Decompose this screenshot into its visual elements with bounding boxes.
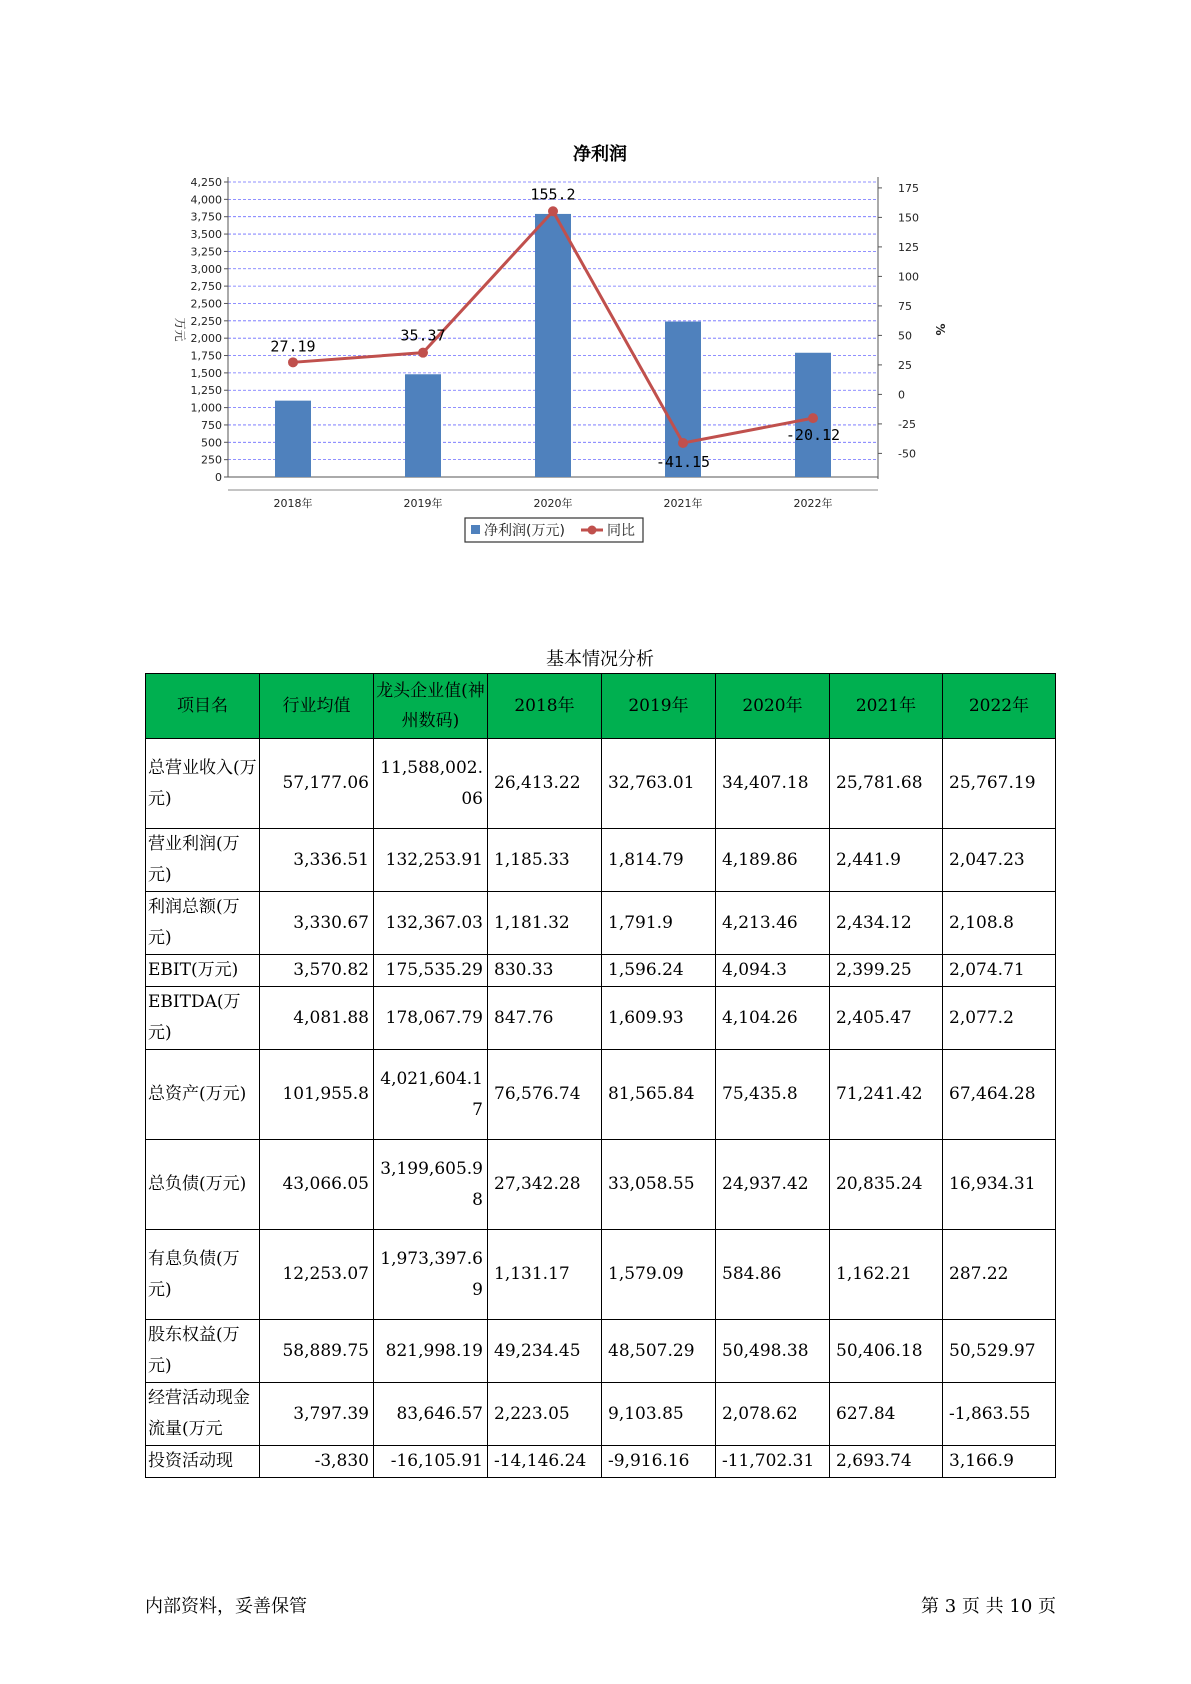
y-tick-label: 1,500 [190,366,222,380]
value-cell: 50,498.38 [716,1320,830,1383]
value-cell: 4,213.46 [716,892,830,955]
value-cell: 3,570.82 [260,955,374,987]
y2-tick-label: 125 [898,240,919,254]
x-tick-label: 2020年 [533,497,573,510]
value-cell: 71,241.42 [830,1050,943,1140]
y-tick-label: 2,500 [190,297,222,311]
y-tick-label: 500 [201,436,222,450]
value-cell: -16,105.91 [374,1446,488,1478]
value-cell: 26,413.22 [488,739,602,829]
value-cell: 2,047.23 [943,829,1056,892]
y-tick-label: 3,250 [190,245,222,259]
value-cell: 132,253.91 [374,829,488,892]
value-cell: 57,177.06 [260,739,374,829]
value-cell: 1,579.09 [602,1230,716,1320]
value-cell: 11,588,002.06 [374,739,488,829]
value-cell: 2,077.2 [943,987,1056,1050]
value-cell: 25,767.19 [943,739,1056,829]
footer-confidential: 内部资料，妥善保管 [145,1596,307,1617]
value-cell: 1,791.9 [602,892,716,955]
y2-tick-label: 75 [898,299,912,313]
value-cell: 32,763.01 [602,739,716,829]
bar-2019年 [405,374,441,477]
value-cell: 2,399.25 [830,955,943,987]
value-cell: 1,596.24 [602,955,716,987]
y2-tick-label: 25 [898,358,912,372]
value-cell: 2,405.47 [830,987,943,1050]
value-cell: 1,181.32 [488,892,602,955]
value-cell: 2,074.71 [943,955,1056,987]
table-row [146,987,1056,1050]
table-row [146,1446,1056,1478]
table-caption: 基本情况分析 [546,649,654,670]
table-row [146,1140,1056,1230]
y-tick-label: 2,250 [190,314,222,328]
value-cell: -3,830 [260,1446,374,1478]
y2-axis-label: % [933,323,947,336]
yoy-point-2022年 [808,413,818,423]
y-tick-label: 750 [201,418,222,432]
value-cell: 25,781.68 [830,739,943,829]
legend-bar-swatch [471,525,480,534]
value-cell: 1,185.33 [488,829,602,892]
y-tick-label: 1,250 [190,384,222,398]
value-cell: 34,407.18 [716,739,830,829]
x-tick-label: 2018年 [273,497,313,510]
row-name-cell: 营业利润(万元) [146,829,260,892]
value-cell: 1,609.93 [602,987,716,1050]
value-cell: 132,367.03 [374,892,488,955]
value-cell: 178,067.79 [374,987,488,1050]
value-cell: 33,058.55 [602,1140,716,1230]
legend-line-marker [588,526,597,535]
row-name-cell: 经营活动现金流量(万元 [146,1383,260,1446]
y2-tick-label: -50 [898,447,916,461]
table-header-cell: 2019年 [602,674,716,739]
value-cell: 101,955.8 [260,1050,374,1140]
x-tick-label: 2022年 [793,497,833,510]
value-cell: 4,094.3 [716,955,830,987]
table-row [146,1050,1056,1140]
value-cell: 2,078.62 [716,1383,830,1446]
table-header-cell: 行业均值 [260,674,374,739]
data-label: 27.19 [270,337,316,356]
value-cell: 58,889.75 [260,1320,374,1383]
value-cell: 830.33 [488,955,602,987]
table-row [146,1230,1056,1320]
y-tick-label: 3,750 [190,210,222,224]
row-name-cell: EBIT(万元) [146,955,260,987]
row-name-cell: 股东权益(万元) [146,1320,260,1383]
y2-tick-label: 100 [898,270,919,284]
data-label: -41.15 [655,452,711,471]
net-profit-chart [150,130,1050,600]
table-header-cell: 项目名 [146,674,260,739]
y2-tick-label: 50 [898,329,912,343]
value-cell: 4,104.26 [716,987,830,1050]
table-row [146,1383,1056,1446]
y-tick-label: 1,000 [190,401,222,415]
y-tick-label: 4,250 [190,176,222,189]
value-cell: 3,797.39 [260,1383,374,1446]
value-cell: -11,702.31 [716,1446,830,1478]
table-header-cell: 2018年 [488,674,602,739]
value-cell: 4,081.88 [260,987,374,1050]
value-cell: 4,189.86 [716,829,830,892]
value-cell: -14,146.24 [488,1446,602,1478]
data-label: 35.37 [400,326,446,345]
y2-tick-label: -25 [898,417,916,431]
row-name-cell: 总营业收入(万元) [146,739,260,829]
basic-analysis-table [145,673,1056,1478]
bar-series [275,214,831,477]
y2-tick-label: 150 [898,211,919,225]
value-cell: 81,565.84 [602,1050,716,1140]
legend-bar-label: 净利润(万元) [484,523,565,539]
value-cell: 287.22 [943,1230,1056,1320]
value-cell: 2,693.74 [830,1446,943,1478]
row-name-cell: 利润总额(万元) [146,892,260,955]
value-cell: 16,934.31 [943,1140,1056,1230]
chart-title: 净利润 [573,144,627,165]
value-cell: 2,434.12 [830,892,943,955]
value-cell: 1,162.21 [830,1230,943,1320]
value-cell: 3,166.9 [943,1446,1056,1478]
value-cell: 75,435.8 [716,1050,830,1140]
table-row [146,1320,1056,1383]
row-name-cell: 总负债(万元) [146,1140,260,1230]
value-cell: 48,507.29 [602,1320,716,1383]
table-row [146,829,1056,892]
table-header-cell: 2020年 [716,674,830,739]
value-cell: -9,916.16 [602,1446,716,1478]
table-header-row [146,674,1056,739]
value-cell: 24,937.42 [716,1140,830,1230]
value-cell: 847.76 [488,987,602,1050]
value-cell: 627.84 [830,1383,943,1446]
value-cell: 175,535.29 [374,955,488,987]
value-cell: 50,406.18 [830,1320,943,1383]
x-tick-label: 2021年 [663,497,703,510]
value-cell: 76,576.74 [488,1050,602,1140]
y-tick-label: 2,000 [190,332,222,346]
value-cell: 2,223.05 [488,1383,602,1446]
y2-tick-label: 0 [898,388,905,402]
value-cell: 1,973,397.69 [374,1230,488,1320]
table-body [146,739,1056,1478]
table-header-cell: 2021年 [830,674,943,739]
bar-2020年 [535,214,571,477]
value-cell: 49,234.45 [488,1320,602,1383]
yoy-point-2021年 [678,438,688,448]
y-tick-label: 250 [201,453,222,467]
table-row [146,892,1056,955]
x-tick-label: 2019年 [403,497,443,510]
value-cell: 2,441.9 [830,829,943,892]
value-cell: 20,835.24 [830,1140,943,1230]
value-cell: 27,342.28 [488,1140,602,1230]
y-tick-label: 3,500 [190,228,222,242]
value-cell: 1,131.17 [488,1230,602,1320]
y-axis-label: 万元 [173,317,187,342]
data-label: 155.2 [530,185,576,204]
chart-legend [465,518,643,542]
y-tick-label: 3,000 [190,262,222,276]
y-tick-label: 2,750 [190,280,222,294]
yoy-point-2018年 [288,357,298,367]
row-name-cell: 总资产(万元) [146,1050,260,1140]
y-tick-label: 4,000 [190,193,222,207]
table-header-cell: 2022年 [943,674,1056,739]
value-cell: 67,464.28 [943,1050,1056,1140]
y2-tick-label: 175 [898,181,919,195]
value-cell: 2,108.8 [943,892,1056,955]
chart-svg [150,130,1050,600]
value-cell: 3,330.67 [260,892,374,955]
table-row [146,739,1056,829]
value-cell: 83,646.57 [374,1383,488,1446]
yoy-point-2019年 [418,348,428,358]
bar-2018年 [275,401,311,477]
value-cell: 4,021,604.17 [374,1050,488,1140]
y-tick-label: 0 [215,471,222,484]
value-cell: -1,863.55 [943,1383,1056,1446]
value-cell: 43,066.05 [260,1140,374,1230]
value-cell: 1,814.79 [602,829,716,892]
value-cell: 3,336.51 [260,829,374,892]
yoy-point-2020年 [548,206,558,216]
value-cell: 3,199,605.98 [374,1140,488,1230]
legend-line-label: 同比 [607,523,635,539]
y-tick-label: 1,750 [190,349,222,363]
value-cell: 584.86 [716,1230,830,1320]
value-cell: 50,529.97 [943,1320,1056,1383]
table-row [146,955,1056,987]
row-name-cell: EBITDA(万元) [146,987,260,1050]
row-name-cell: 有息负债(万元) [146,1230,260,1320]
row-name-cell: 投资活动现 [146,1446,260,1478]
table-header-cell: 龙头企业值(神州数码) [374,674,488,739]
data-label: -20.12 [785,426,841,445]
footer-page-number: 第 3 页 共 10 页 [921,1596,1056,1617]
value-cell: 12,253.07 [260,1230,374,1320]
value-cell: 9,103.85 [602,1383,716,1446]
value-cell: 821,998.19 [374,1320,488,1383]
